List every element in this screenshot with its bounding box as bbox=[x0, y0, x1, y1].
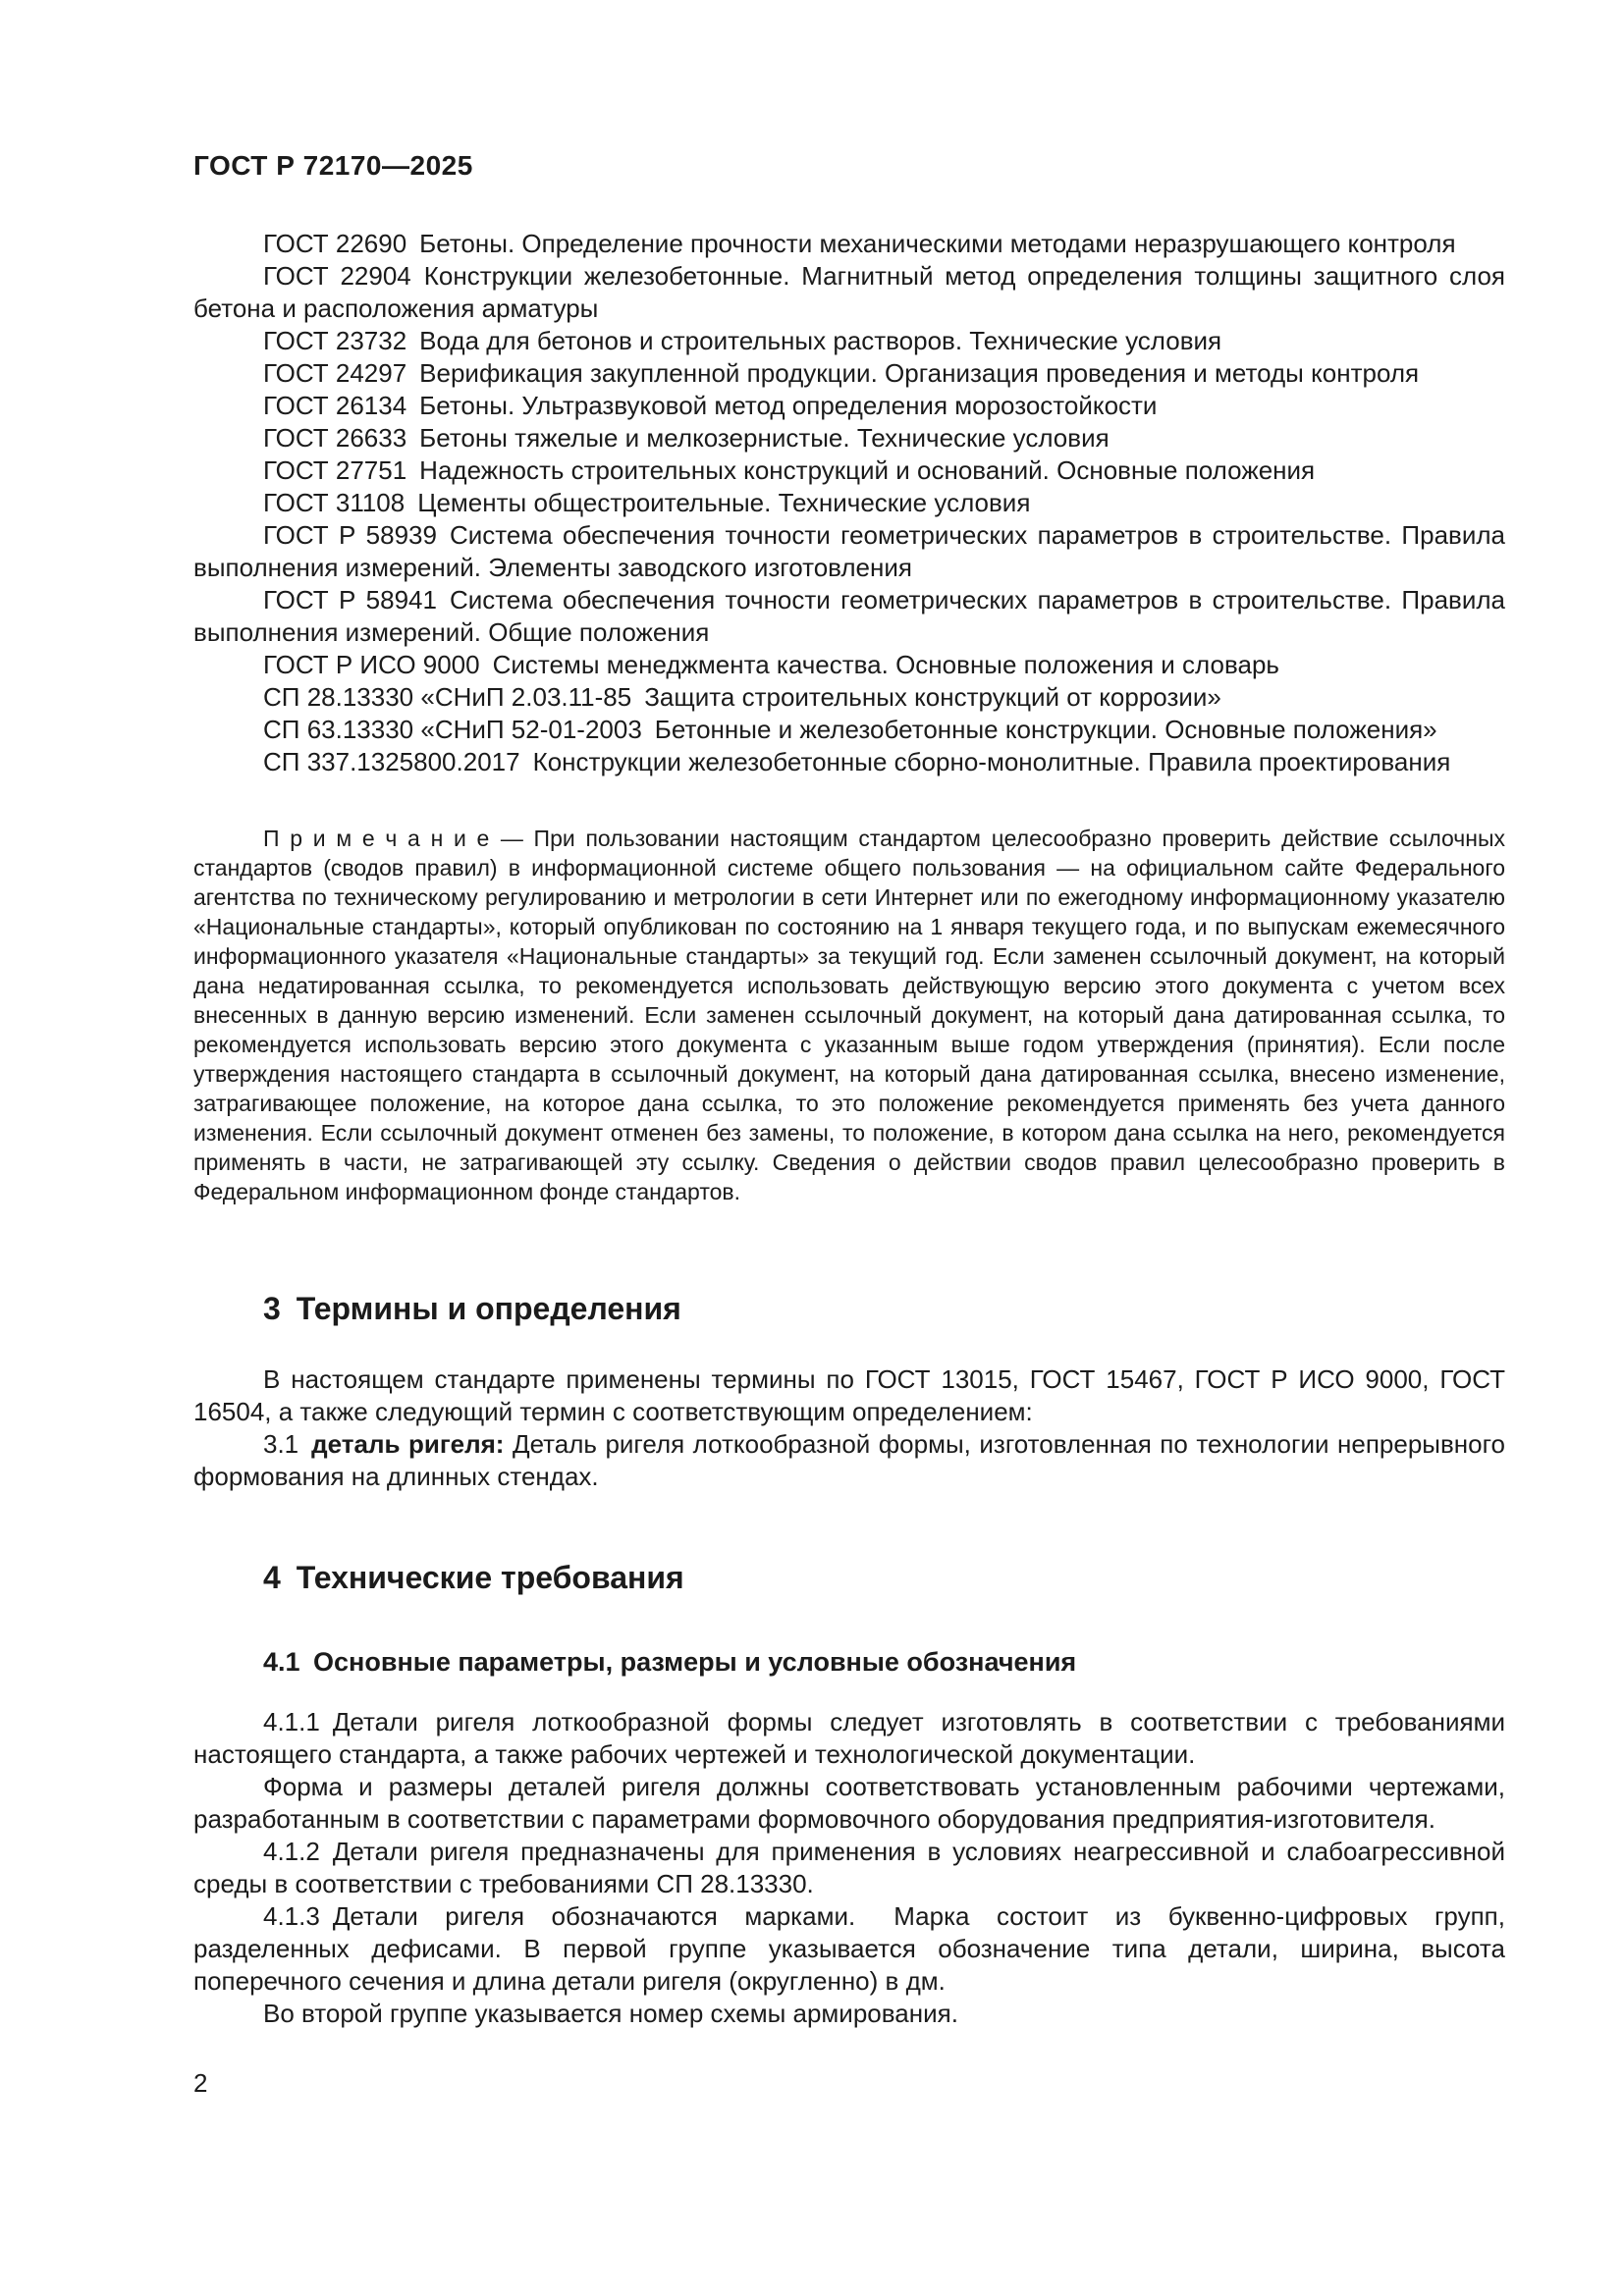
term-name: деталь ригеля: bbox=[311, 1429, 505, 1459]
section-4-body bbox=[193, 1706, 1505, 2030]
reference-item: ГОСТ 22690 Бетоны. Определение прочности механическими методами неразрушающего контроля bbox=[263, 229, 1456, 258]
reference-item: ГОСТ Р 58941 Система обеспечения точности геометрических параметров в строительстве. Правила выполнения измерений. Общие положения bbox=[193, 585, 1505, 647]
body-paragraph: В настоящем стандарте применены термины по ГОСТ 13015, ГОСТ 15467, ГОСТ Р ИСО 9000, ГОСТ 16504, а также следующий термин с соответствующим определением: bbox=[193, 1364, 1505, 1426]
reference-item: ГОСТ 23732 Вода для бетонов и строительных растворов. Технические условия bbox=[263, 326, 1222, 355]
subsection-heading-4-1: 4.1 Основные параметры, размеры и условные обозначения bbox=[263, 1647, 1077, 1677]
reference-item: ГОСТ Р 58939 Система обеспечения точности геометрических параметров в строительстве. Правила выполнения измерений. Элементы заводского изготовления bbox=[193, 520, 1505, 582]
section-heading-3: 3 Термины и определения bbox=[263, 1291, 681, 1326]
reference-item: ГОСТ 31108 Цементы общестроительные. Технические условия bbox=[263, 488, 1031, 517]
reference-item: СП 337.1325800.2017 Конструкции железобетонные сборно-монолитные. Правила проектирования bbox=[263, 747, 1451, 776]
term-definition-paragraph bbox=[193, 1428, 1505, 1493]
document-code-header: ГОСТ Р 72170—2025 bbox=[193, 150, 473, 181]
note-paragraph: П р и м е ч а н и е — При пользовании настоящим стандартом целесообразно проверить действие ссылочных стандартов (сводов правил) в информационной системе общего пользования — на официальном сайте Федерального агентства по техническому регулированию и метрологии в сети Интернет или по ежегодному информационному указателю «Национальные стандарты», который опубликован по состоянию на 1 января текущего года, и по выпускам ежемесячного информационного указателя «Национальные стандарты» за текущий год. Если заменен ссылочный документ, на который дана недатированная ссылка, то рекомендуется использовать действующую версию этого документа с учетом всех внесенных в данную версию изменений. Если заменен ссылочный документ, на который дана датированная ссылка, то рекомендуется использовать версию этого документа с указанным выше годом утверждения (принятия). Если после утверждения настоящего стандарта в ссылочный документ, на который дана датированная ссылка, внесено изменение, затрагивающее положение, на которое дана ссылка, то это положение рекомендуется применять без учета данного изменения. Если ссылочный документ отменен без замены, то положение, в котором дана ссылка на него, рекомендуется применять в части, не затрагивающей эту ссылку. Сведения о действии сводов правил целесообразно проверить в Федеральном информационном фонде стандартов. bbox=[193, 826, 1505, 1204]
reference-item: ГОСТ 26633 Бетоны тяжелые и мелкозернистые. Технические условия bbox=[263, 423, 1110, 453]
body-paragraph: Во второй группе указывается номер схемы армирования. bbox=[263, 1999, 958, 2028]
references-list bbox=[193, 228, 1505, 778]
section-heading-4: 4 Технические требования bbox=[263, 1560, 684, 1595]
body-paragraph: 4.1.2 Детали ригеля предназначены для применения в условиях неагрессивной и слабоагрессивной среды в соответствии с требованиями СП 28.13330. bbox=[193, 1837, 1505, 1898]
reference-item: СП 63.13330 «СНиП 52-01-2003 Бетонные и железобетонные конструкции. Основные положения» bbox=[263, 715, 1437, 744]
reference-item: ГОСТ 24297 Верификация закупленной продукции. Организация проведения и методы контроля bbox=[263, 358, 1420, 388]
body-paragraph: Форма и размеры деталей ригеля должны соответствовать установленным рабочими чертежами, разработанным в соответствии с параметрами формовочного оборудования предприятия-изготовителя. bbox=[193, 1772, 1505, 1834]
reference-item: ГОСТ 26134 Бетоны. Ультразвуковой метод определения морозостойкости bbox=[263, 391, 1158, 420]
body-paragraph: 4.1.3 Детали ригеля обозначаются марками. Марка состоит из буквенно-цифровых групп, разделенных дефисами. В первой группе указывается обозначение типа детали, ширина, высота поперечного сечения и длина детали ригеля (округленно) в дм. bbox=[193, 1901, 1505, 1996]
reference-item: ГОСТ 22904 Конструкции железобетонные. Магнитный метод определения толщины защитного слоя бетона и расположения арматуры bbox=[193, 261, 1505, 323]
reference-item: СП 28.13330 «СНиП 2.03.11-85 Защита строительных конструкций от коррозии» bbox=[263, 682, 1221, 712]
body-paragraph: 4.1.1 Детали ригеля лоткообразной формы следует изготовлять в соответствии с требованиями настоящего стандарта, а также рабочих чертежей и технологической документации. bbox=[193, 1707, 1505, 1769]
reference-item: ГОСТ Р ИСО 9000 Системы менеджмента качества. Основные положения и словарь bbox=[263, 650, 1279, 679]
term-number: 3.1 bbox=[263, 1429, 312, 1459]
page-number: 2 bbox=[193, 2068, 208, 2098]
reference-item: ГОСТ 27751 Надежность строительных конструкций и оснований. Основные положения bbox=[263, 455, 1316, 485]
section-3-body bbox=[193, 1363, 1505, 1493]
term-definition: Деталь ригеля лоткообразной формы, изготовленная по технологии непрерывного формования на длинных стендах. bbox=[193, 1429, 1505, 1491]
